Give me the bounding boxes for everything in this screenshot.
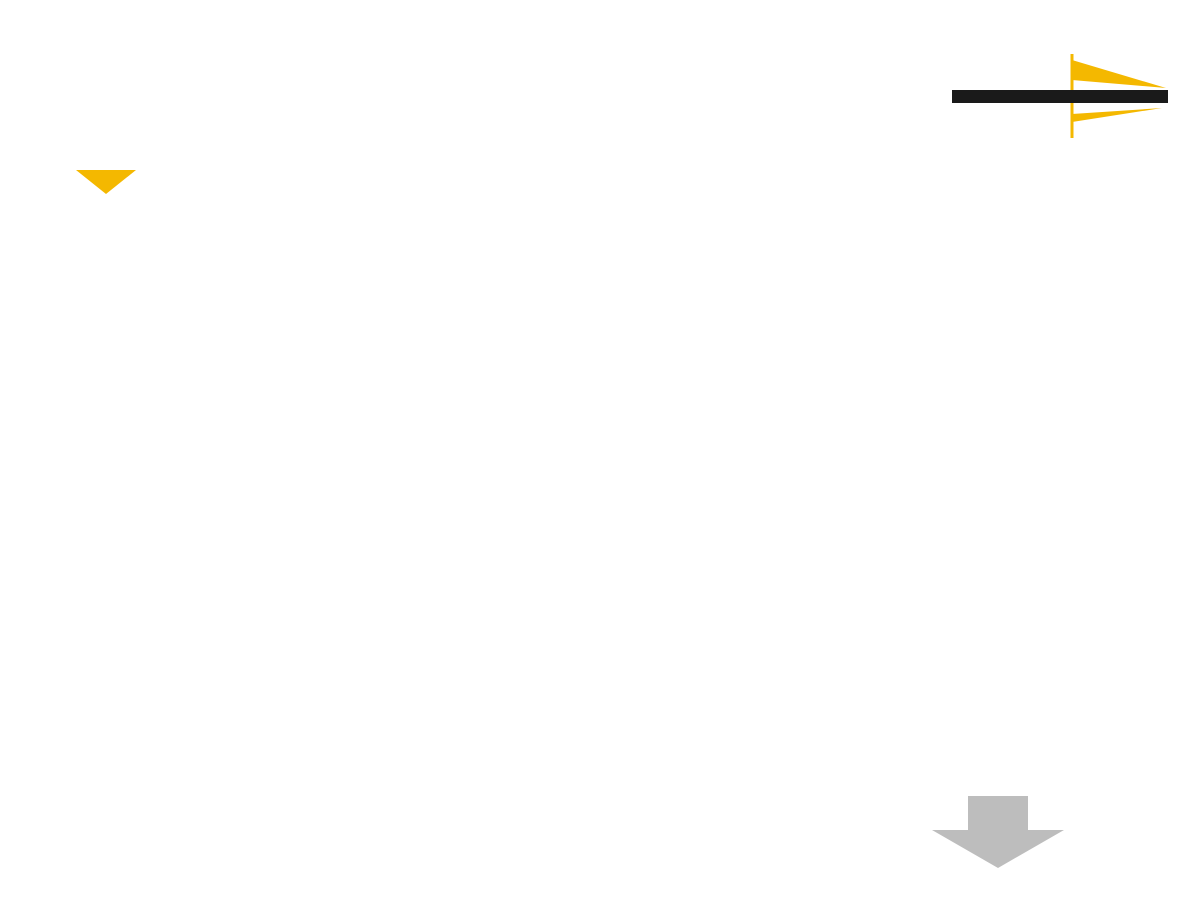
summary-panel [684, 250, 1200, 820]
down-arrow-icon [932, 796, 1064, 868]
socioinform-logo [952, 52, 1172, 142]
logo-ray-top [1072, 60, 1166, 88]
logo-band [952, 90, 1168, 103]
logo-ray-bottom [1072, 108, 1162, 122]
